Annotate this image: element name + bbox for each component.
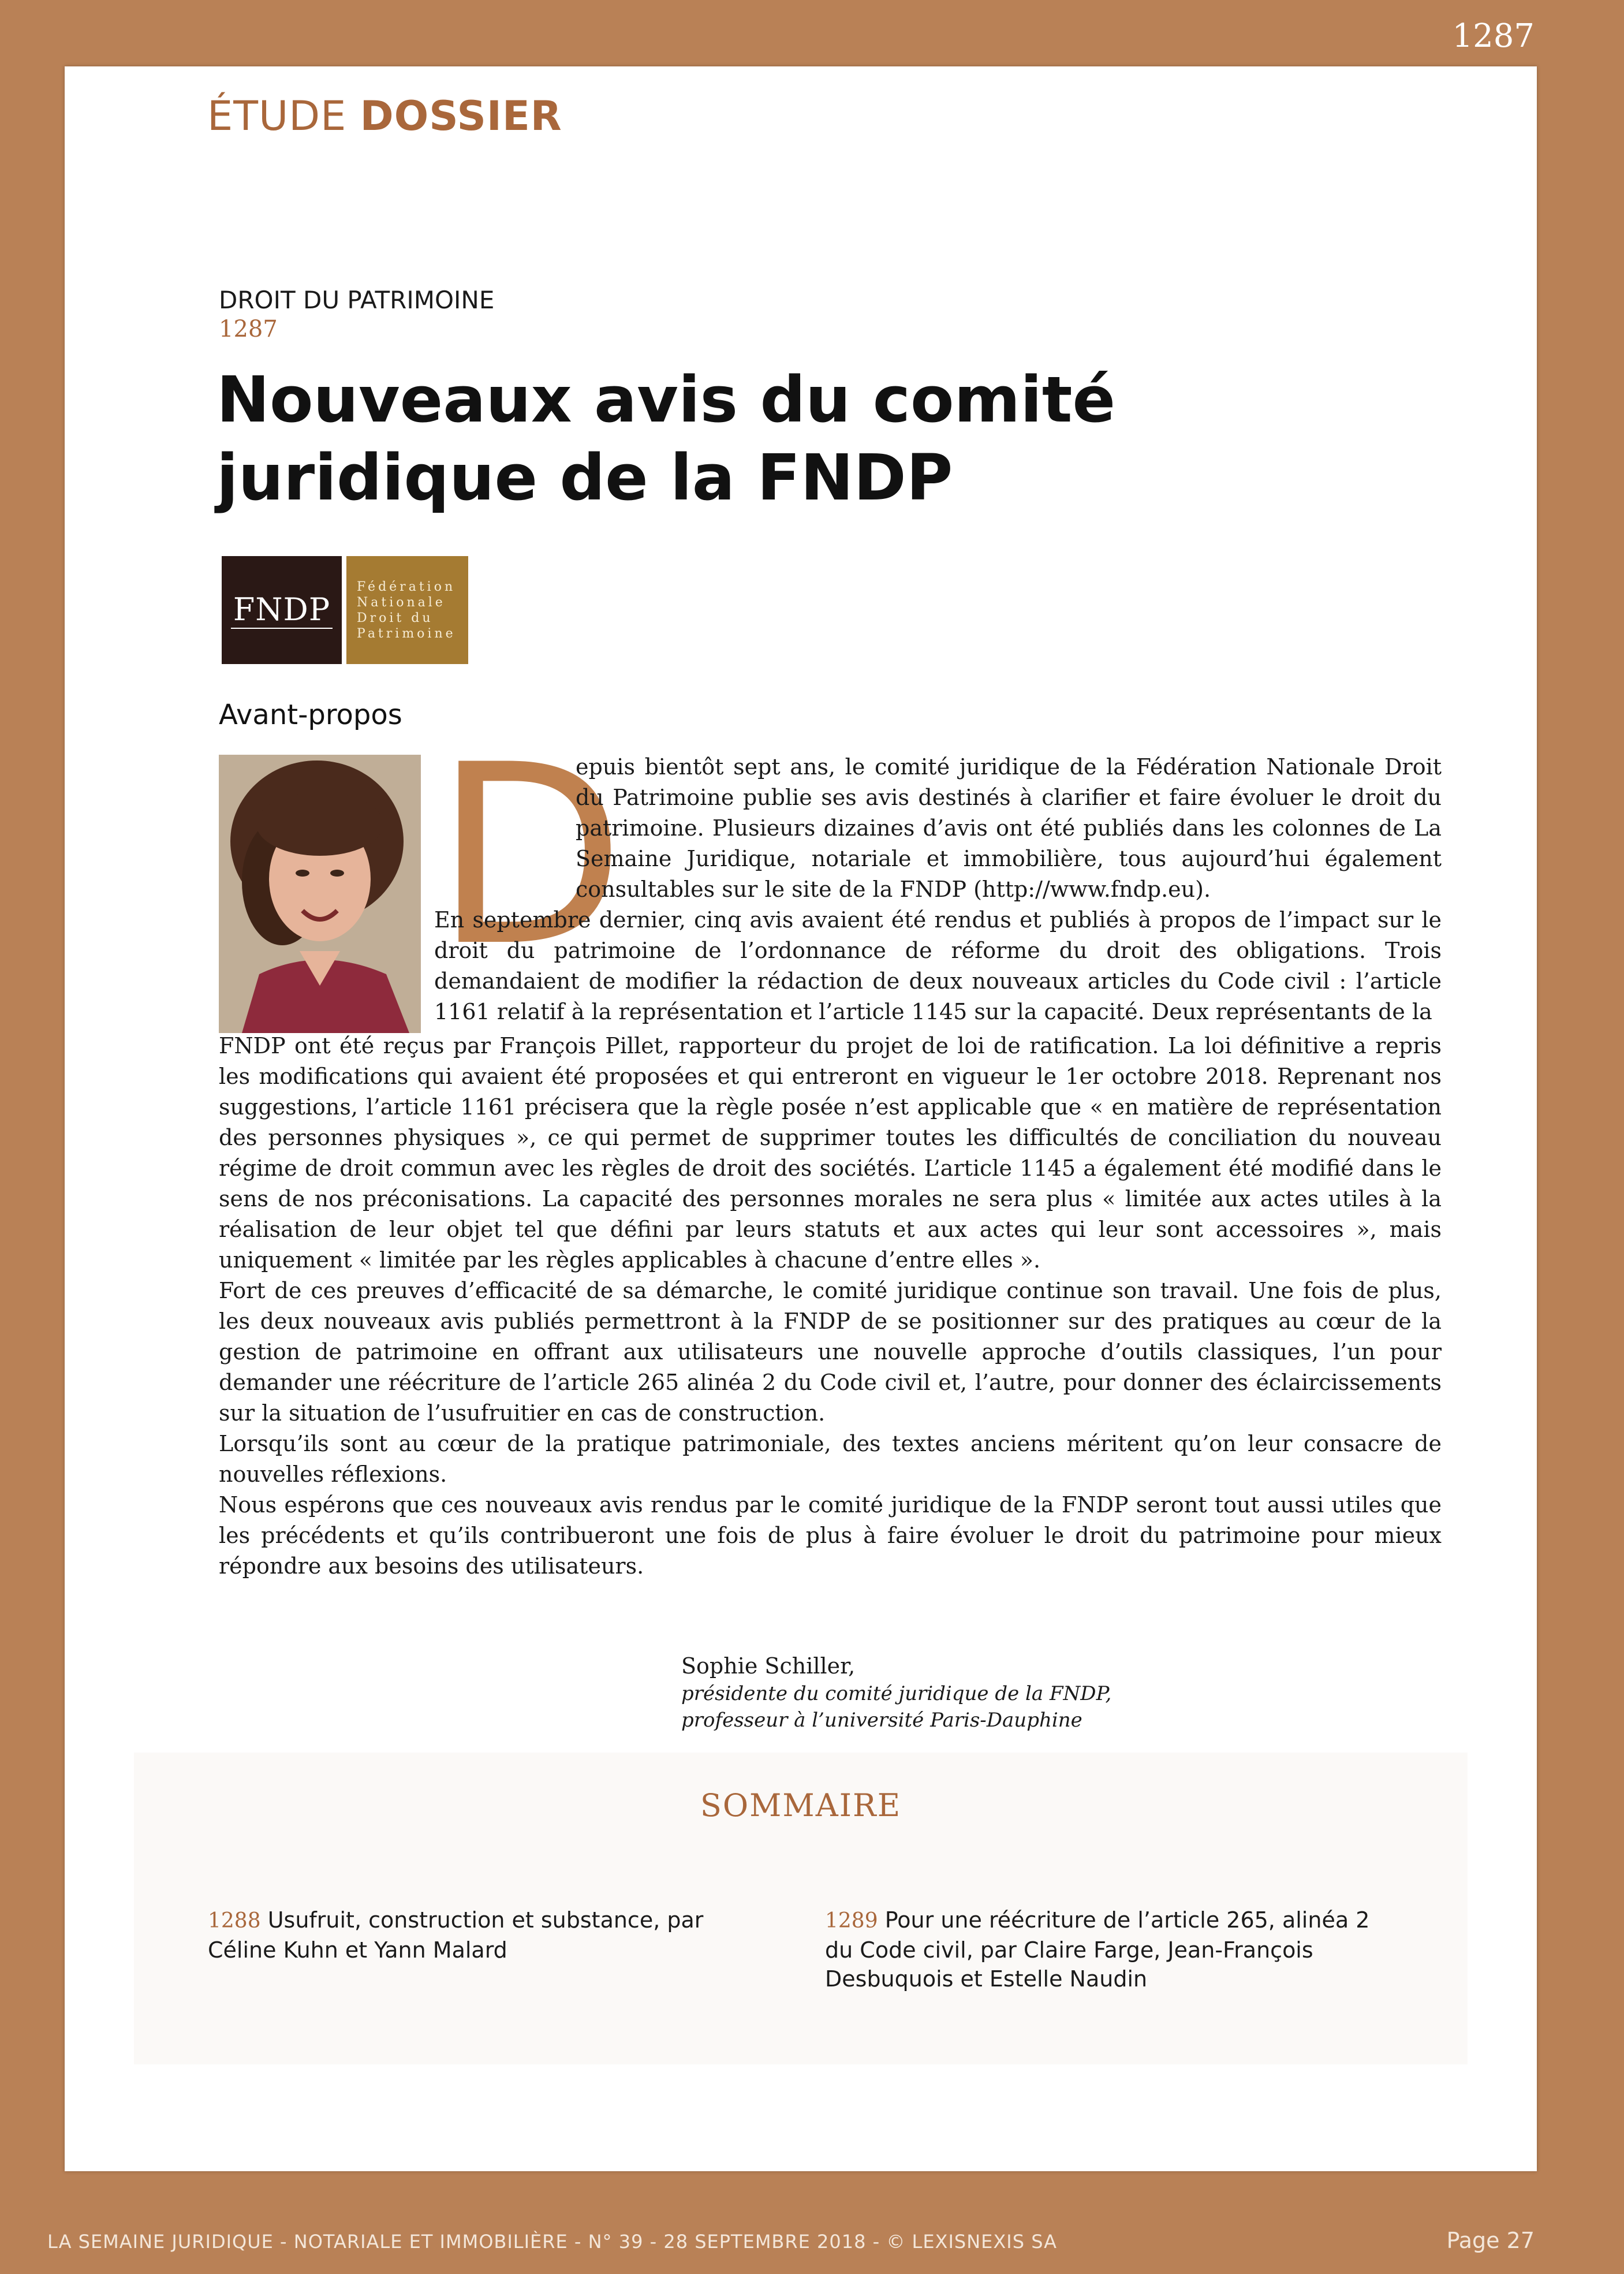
logo-line: Nationale bbox=[357, 595, 446, 610]
footer-journal: LA SEMAINE JURIDIQUE - NOTARIALE ET IMMOBILIÈRE - N° 39 - 28 SEPTEMBRE 2018 - © LEXISNEXIS SA bbox=[47, 2231, 1058, 2253]
sommaire-item[interactable] bbox=[825, 1906, 1391, 1993]
top-page-number: 1287 bbox=[1452, 17, 1535, 55]
subheading: Avant-propos bbox=[219, 699, 402, 731]
sommaire-item-text: Pour une réécriture de l’article 265, alinéa 2 du Code civil, par Claire Farge, Jean-François Desbuquois et Estelle Naudin bbox=[825, 1907, 1370, 1992]
sommaire-item-text: Usufruit, construction et substance, par Céline Kuhn et Yann Malard bbox=[208, 1907, 704, 1963]
body-text bbox=[219, 1031, 1442, 1582]
section-label: DROIT DU PATRIMOINE bbox=[219, 286, 495, 314]
logo-line: Fédération bbox=[357, 579, 456, 594]
signature-role: présidente du comité juridique de la FNDP, bbox=[681, 1682, 1112, 1705]
rubric-heading bbox=[207, 92, 562, 140]
logo-line: Patrimoine bbox=[357, 626, 456, 641]
rubric-bold: DOSSIER bbox=[360, 92, 562, 140]
footer-page-number: Page 27 bbox=[1446, 2228, 1535, 2253]
paragraph-text: FNDP ont été reçus par François Pillet, rapporteur du projet de loi de ratification. La loi définitive a repris les modifications qui avaient été proposées et qui entreront en vigueur le 1er octobre 2018. Reprenant nos suggestions, l’article 1161 précisera que la règle posée n’est applicable que « en matière de représentation des personnes physiques », ce qui permet de supprimer toutes les difficultés de conciliation du nouveau régime de droit commun avec les règles de droit des sociétés. L’article 1145 a également été modifié dans le sens de nos préconisations. La capacité des personnes morales ne sera plus « limitée aux actes utiles à la réalisation de leur objet tel que défini par leurs statuts et aux actes qui leur sont accessoires », mais uniquement « limitée par les règles applicables à chacune d’entre elles ». bbox=[219, 1033, 1442, 1273]
rubric-light: ÉTUDE bbox=[207, 92, 347, 140]
sommaire-item[interactable] bbox=[208, 1906, 704, 1964]
paragraph-2 bbox=[434, 905, 1442, 1027]
signature-block bbox=[681, 1652, 1111, 1734]
paragraph-text: Nous espérons que ces nouveaux avis rendus par le comité juridique de la FNDP seront tout aussi utiles que les précédents et qu’ils contribueront une fois de plus à faire évoluer le droit du patrimoine pour mieux répondre aux besoins des utilisateurs. bbox=[219, 1492, 1442, 1579]
author-photo bbox=[219, 755, 421, 1033]
section-number: 1287 bbox=[219, 316, 278, 342]
sommaire-item-number: 1288 bbox=[208, 1909, 261, 1933]
page-sheet bbox=[65, 66, 1537, 2171]
paragraph-text: Lorsqu’ils sont au cœur de la pratique patrimoniale, des textes anciens méritent qu’on leur consacre de nouvelles réflexions. bbox=[219, 1431, 1442, 1487]
fndp-logo-text: FNDP bbox=[231, 591, 333, 629]
paragraph-text: En septembre dernier, cinq avis avaient été rendus et publiés à propos de l’impact sur le droit du patrimoine de l’ordonnance de réforme du droit des obligations. Trois demandaient de modifier la rédaction de deux nouveaux articles du Code civil : l’article 1161 relatif à la représentation et l’article 1145 sur la capacité. Deux représentants de la bbox=[434, 907, 1442, 1024]
article-title: Nouveaux avis du comité juridique de la FNDP bbox=[216, 363, 1116, 515]
logo-line: Droit du bbox=[357, 610, 434, 625]
sommaire-title: SOMMAIRE bbox=[700, 1787, 902, 1824]
fndp-logo-mark bbox=[222, 556, 342, 664]
signature-name: Sophie Schiller, bbox=[681, 1653, 856, 1679]
drop-cap: D bbox=[434, 712, 626, 1001]
paragraph-text: Fort de ces preuves d’efficacité de sa démarche, le comité juridique continue son travail. Une fois de plus, les deux nouveaux avis publiés permettront à la FNDP de se positionner sur des pratiques au cœur de la gestion de patrimoine en offrant aux utilisateurs une nouvelle approche d’outils classiques, l’un pour demander une réécriture de l’article 265 alinéa 2 du Code civil et, l’autre, pour donner des éclaircissements sur la situation de l’usufruitier en cas de construction. bbox=[219, 1278, 1442, 1426]
intro-paragraph bbox=[576, 752, 1442, 905]
fndp-logo-wordmark bbox=[346, 556, 468, 664]
fndp-logo bbox=[222, 556, 468, 664]
signature-affiliation: professeur à l’université Paris-Dauphine bbox=[681, 1709, 1082, 1732]
sommaire-item-number: 1289 bbox=[825, 1909, 878, 1933]
sommaire-box bbox=[134, 1753, 1468, 2064]
paragraph-text: epuis bientôt sept ans, le comité juridique de la Fédération Nationale Droit du Patrimoine publie ses avis destinés à clarifier et faire évoluer le droit du patrimoine. Plusieurs dizaines d’avis ont été publiés dans les colonnes de La Semaine Juridique, notariale et immobilière, tous aujourd’hui également consultables sur le site de la FNDP (http://www.fndp.eu). bbox=[576, 754, 1442, 902]
